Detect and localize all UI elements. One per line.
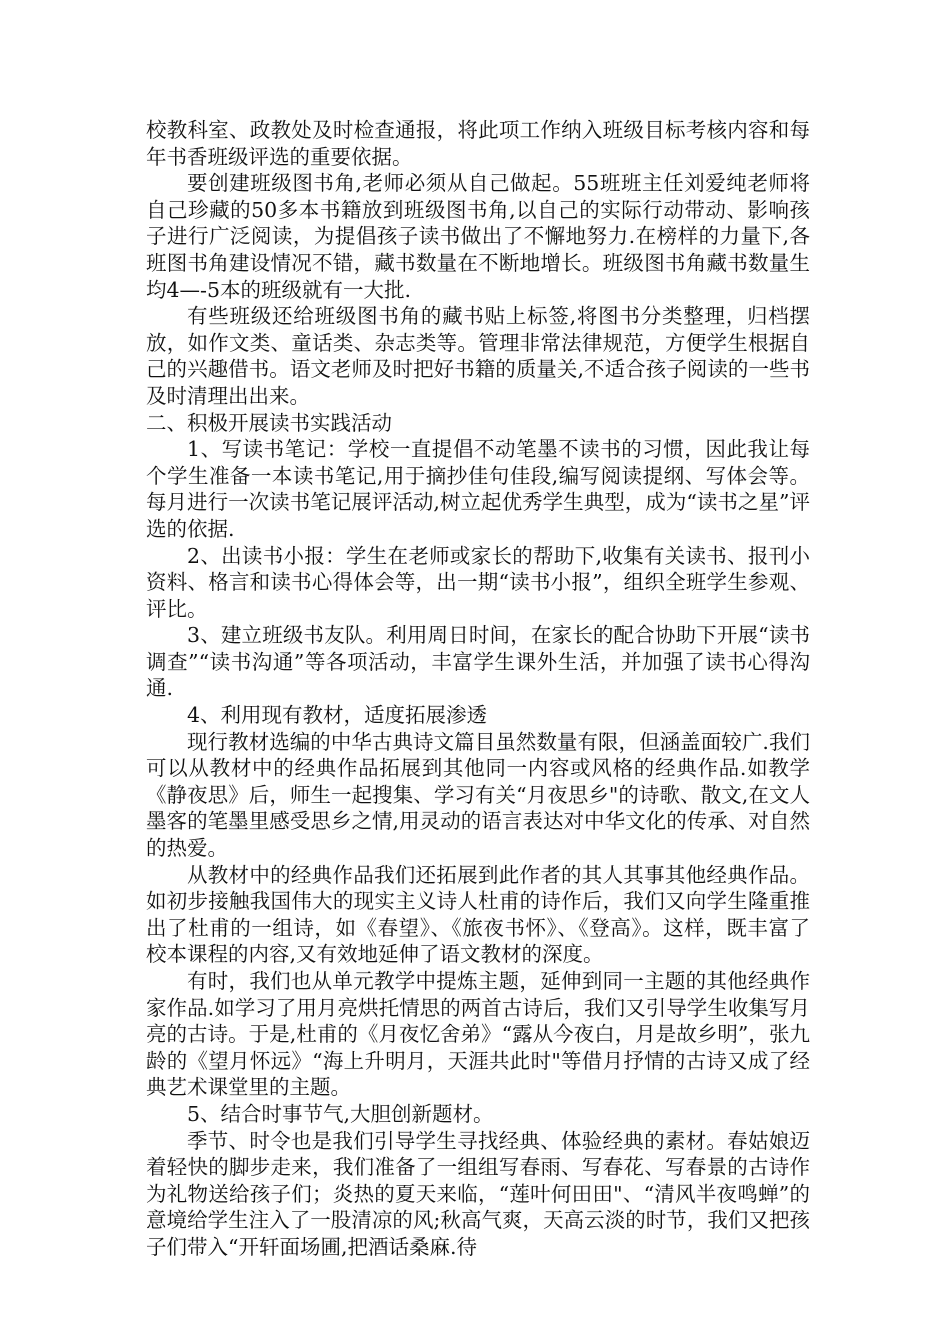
- paragraph-reading-newspaper: 2、出读书小报：学生在老师或家长的帮助下,收集有关读书、报刊小资料、格言和读书心得体会等，出一期“读书小报”，组织全班学生参观、评比。: [146, 543, 810, 621]
- paragraph-reading-corner: 要创建班级图书角,老师必须从自己做起。55班班主任刘爱纯老师将自己珍藏的50多本书籍放到班级图书角,以自己的实际行动带动、影响孩子进行广泛阅读，为提倡孩子读书做出了不懈地努力.在榜样的力量下,各班图书角建设情况不错，藏书数量在不断地增长。班级图书角藏书数量生均4—-5本的班级就有一大批.: [146, 171, 810, 302]
- paragraph-seasons: 季节、时令也是我们引导学生寻找经典、体验经典的素材。春姑娘迈着轻快的脚步走来，我们准备了一组组写春雨、写春花、写春景的古诗作为礼物送给孩子们；炎热的夏天来临，“莲叶何田田"、“清风半夜鸣蝉”的意境给学生注入了一股清凉的风;秋高气爽，天高云淡的时节，我们又把孩子们带入“开轩面场圃,把酒话桑麻.待: [146, 1128, 810, 1259]
- paragraph-moon-theme: 有时，我们也从单元教学中提炼主题，延伸到同一主题的其他经典作家作品.如学习了用月亮烘托情思的两首古诗后，我们又引导学生收集写月亮的古诗。于是,杜甫的《月夜忆舍弟》“露从今夜白，月是故乡明”，张九龄的《望月怀远》“海上升明月，天涯共此时"等借月抒情的古诗又成了经典艺术课堂里的主题。: [146, 969, 810, 1100]
- paragraph-classical-poetry: 现行教材选编的中华古典诗文篇目虽然数量有限，但涵盖面较广.我们可以从教材中的经典作品拓展到其他同一内容或风格的经典作品.如教学《静夜思》后，师生一起搜集、学习有关“月夜思乡"的诗歌、散文,在文人墨客的笔墨里感受思乡之情,用灵动的语言表达对中华文化的传承、对自然的热爱。: [146, 729, 810, 861]
- subheading-seasonal-themes: 5、结合时事节气,大胆创新题材。: [187, 1101, 494, 1126]
- paragraph-continuation: 校教科室、政教处及时检查通报，将此项工作纳入班级目标考核内容和每年书香班级评选的重要依据。: [146, 118, 810, 169]
- document-body: [146, 117, 810, 1261]
- subheading-textbook-extension: 4、利用现有教材，适度拓展渗透: [187, 703, 488, 728]
- section-heading-reading-activities: 二、积极开展读书实践活动: [146, 410, 392, 435]
- paragraph-book-club: 3、建立班级书友队。利用周日时间，在家长的配合协助下开展“读书调查”“读书沟通”等各项活动，丰富学生课外生活，并加强了读书心得沟通.: [146, 623, 810, 701]
- paragraph-reading-notes: 1、写读书笔记：学校一直提倡不动笔墨不读书的习惯，因此我让每个学生准备一本读书笔记,用于摘抄佳句佳段,编写阅读提纲、写体会等。每月进行一次读书笔记展评活动,树立起优秀学生典型，成为“读书之星”评选的依据.: [146, 437, 810, 541]
- paragraph-book-labels: 有些班级还给班级图书角的藏书贴上标签,将图书分类整理，归档摆放，如作文类、童话类、杂志类等。管理非常法律规范，方便学生根据自己的兴趣借书。语文老师及时把好书籍的质量关,不适合孩子阅读的一些书及时清理出出来。: [146, 304, 810, 408]
- paragraph-du-fu: 从教材中的经典作品我们还拓展到此作者的其人其事其他经典作品。如初步接触我国伟大的现实主义诗人杜甫的诗作后，我们又向学生隆重推出了杜甫的一组诗，如《春望》、《旅夜书怀》、《登高》。这样，既丰富了校本课程的内容,又有效地延伸了语文教材的深度。: [146, 862, 810, 967]
